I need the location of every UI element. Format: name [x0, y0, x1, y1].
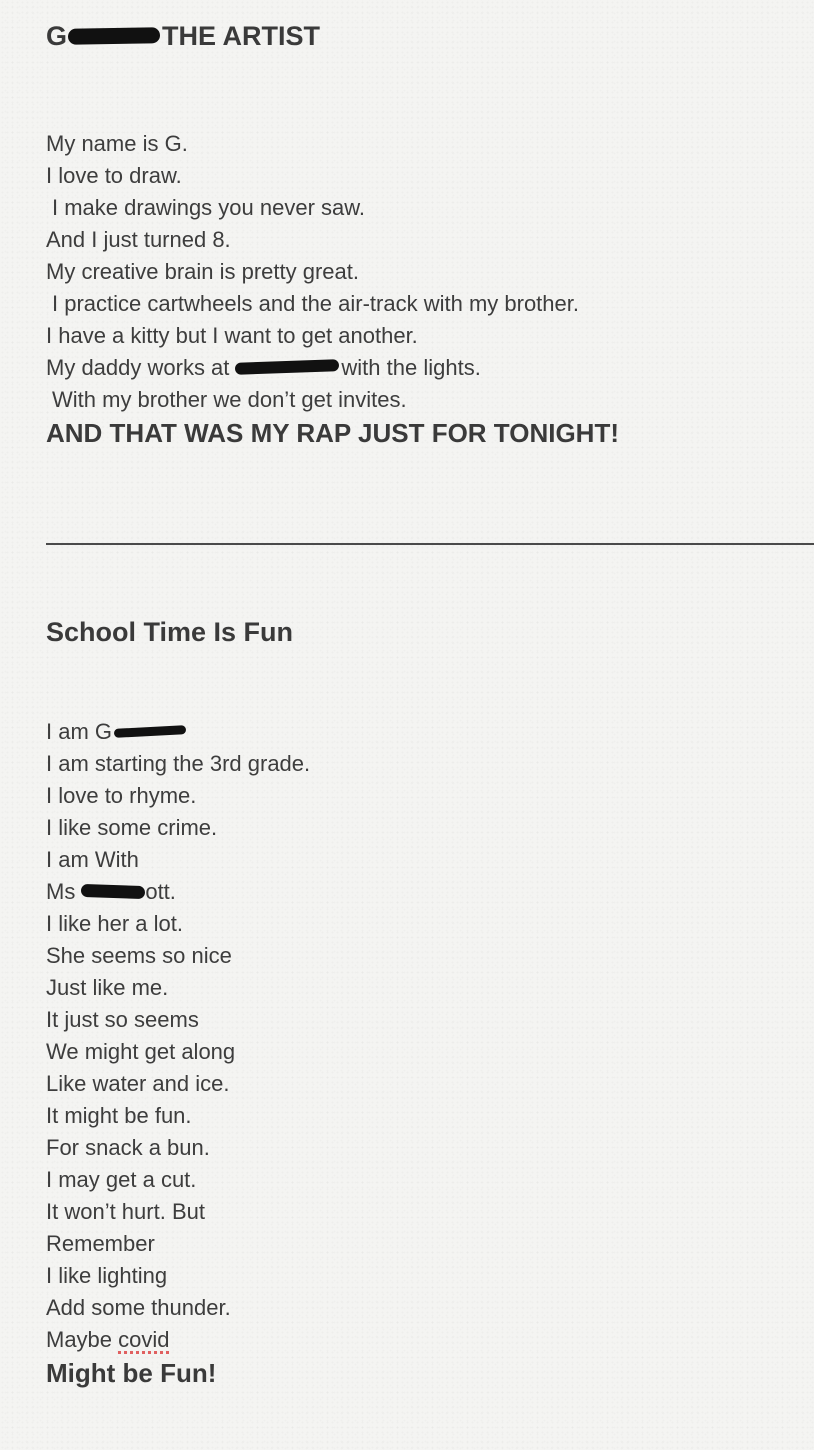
- line-part: I am G: [46, 719, 113, 744]
- line-part: Ms: [46, 879, 76, 904]
- poem-line: I like some crime.: [46, 815, 218, 840]
- line-part: ott.: [145, 879, 176, 904]
- poem-line: I love to draw.: [46, 163, 182, 188]
- poem-line: I practice cartwheels and the air-track with my brother.: [52, 291, 579, 316]
- title-prefix: G: [46, 21, 68, 51]
- redaction-mark: [68, 27, 160, 45]
- poem-line: Add some thunder.: [46, 1295, 231, 1320]
- poem-school-body: [46, 716, 310, 1390]
- poem-line: I may get a cut.: [46, 1167, 197, 1192]
- poem-artist-body: [46, 128, 619, 450]
- poem-line: I love to rhyme.: [46, 783, 197, 808]
- poem-line: Like water and ice.: [46, 1071, 230, 1096]
- redaction-mark: [235, 359, 339, 375]
- poem-line: It won’t hurt. But: [46, 1199, 205, 1224]
- poem-line: I like her a lot.: [46, 911, 183, 936]
- poem-line: It might be fun.: [46, 1103, 192, 1128]
- poem-line: With my brother we don’t get invites.: [52, 387, 407, 412]
- poem-line: My name is G.: [46, 131, 188, 156]
- poem-line: I make drawings you never saw.: [52, 195, 366, 220]
- section-divider: [46, 543, 814, 545]
- line-part: Maybe: [46, 1327, 119, 1352]
- title-suffix: THE ARTIST: [162, 21, 321, 51]
- poem-line: I am With: [46, 847, 139, 872]
- poem-line: She seems so nice: [46, 943, 232, 968]
- poem-line: We might get along: [46, 1039, 236, 1064]
- poem-closing-line: AND THAT WAS MY RAP JUST FOR TONIGHT!: [46, 418, 619, 448]
- poem-line: My creative brain is pretty great.: [46, 259, 360, 284]
- line-part: My daddy works at: [46, 355, 230, 380]
- poem-line: Remember: [46, 1231, 155, 1256]
- poem-line: Just like me.: [46, 975, 169, 1000]
- poem-line: [46, 352, 619, 384]
- poem-line: I like lighting: [46, 1263, 168, 1288]
- poem-line: I am starting the 3rd grade.: [46, 751, 311, 776]
- poem-line: It just so seems: [46, 1007, 199, 1032]
- poem-line: [46, 716, 310, 748]
- poem-line: I have a kitty but I want to get another.: [46, 323, 418, 348]
- poem-title-school: School Time Is Fun: [46, 617, 294, 647]
- redaction-mark: [114, 725, 186, 738]
- poem-line: And I just turned 8.: [46, 227, 231, 252]
- poem-title-artist: [46, 20, 320, 52]
- misspelled-word[interactable]: covid: [118, 1327, 170, 1352]
- poem-line: For snack a bun.: [46, 1135, 210, 1160]
- poem-line: [46, 1324, 310, 1356]
- line-part: with the lights.: [341, 355, 481, 380]
- poem-line: [46, 876, 310, 908]
- redaction-mark: [81, 884, 145, 899]
- poem-closing-line: Might be Fun!: [46, 1358, 217, 1388]
